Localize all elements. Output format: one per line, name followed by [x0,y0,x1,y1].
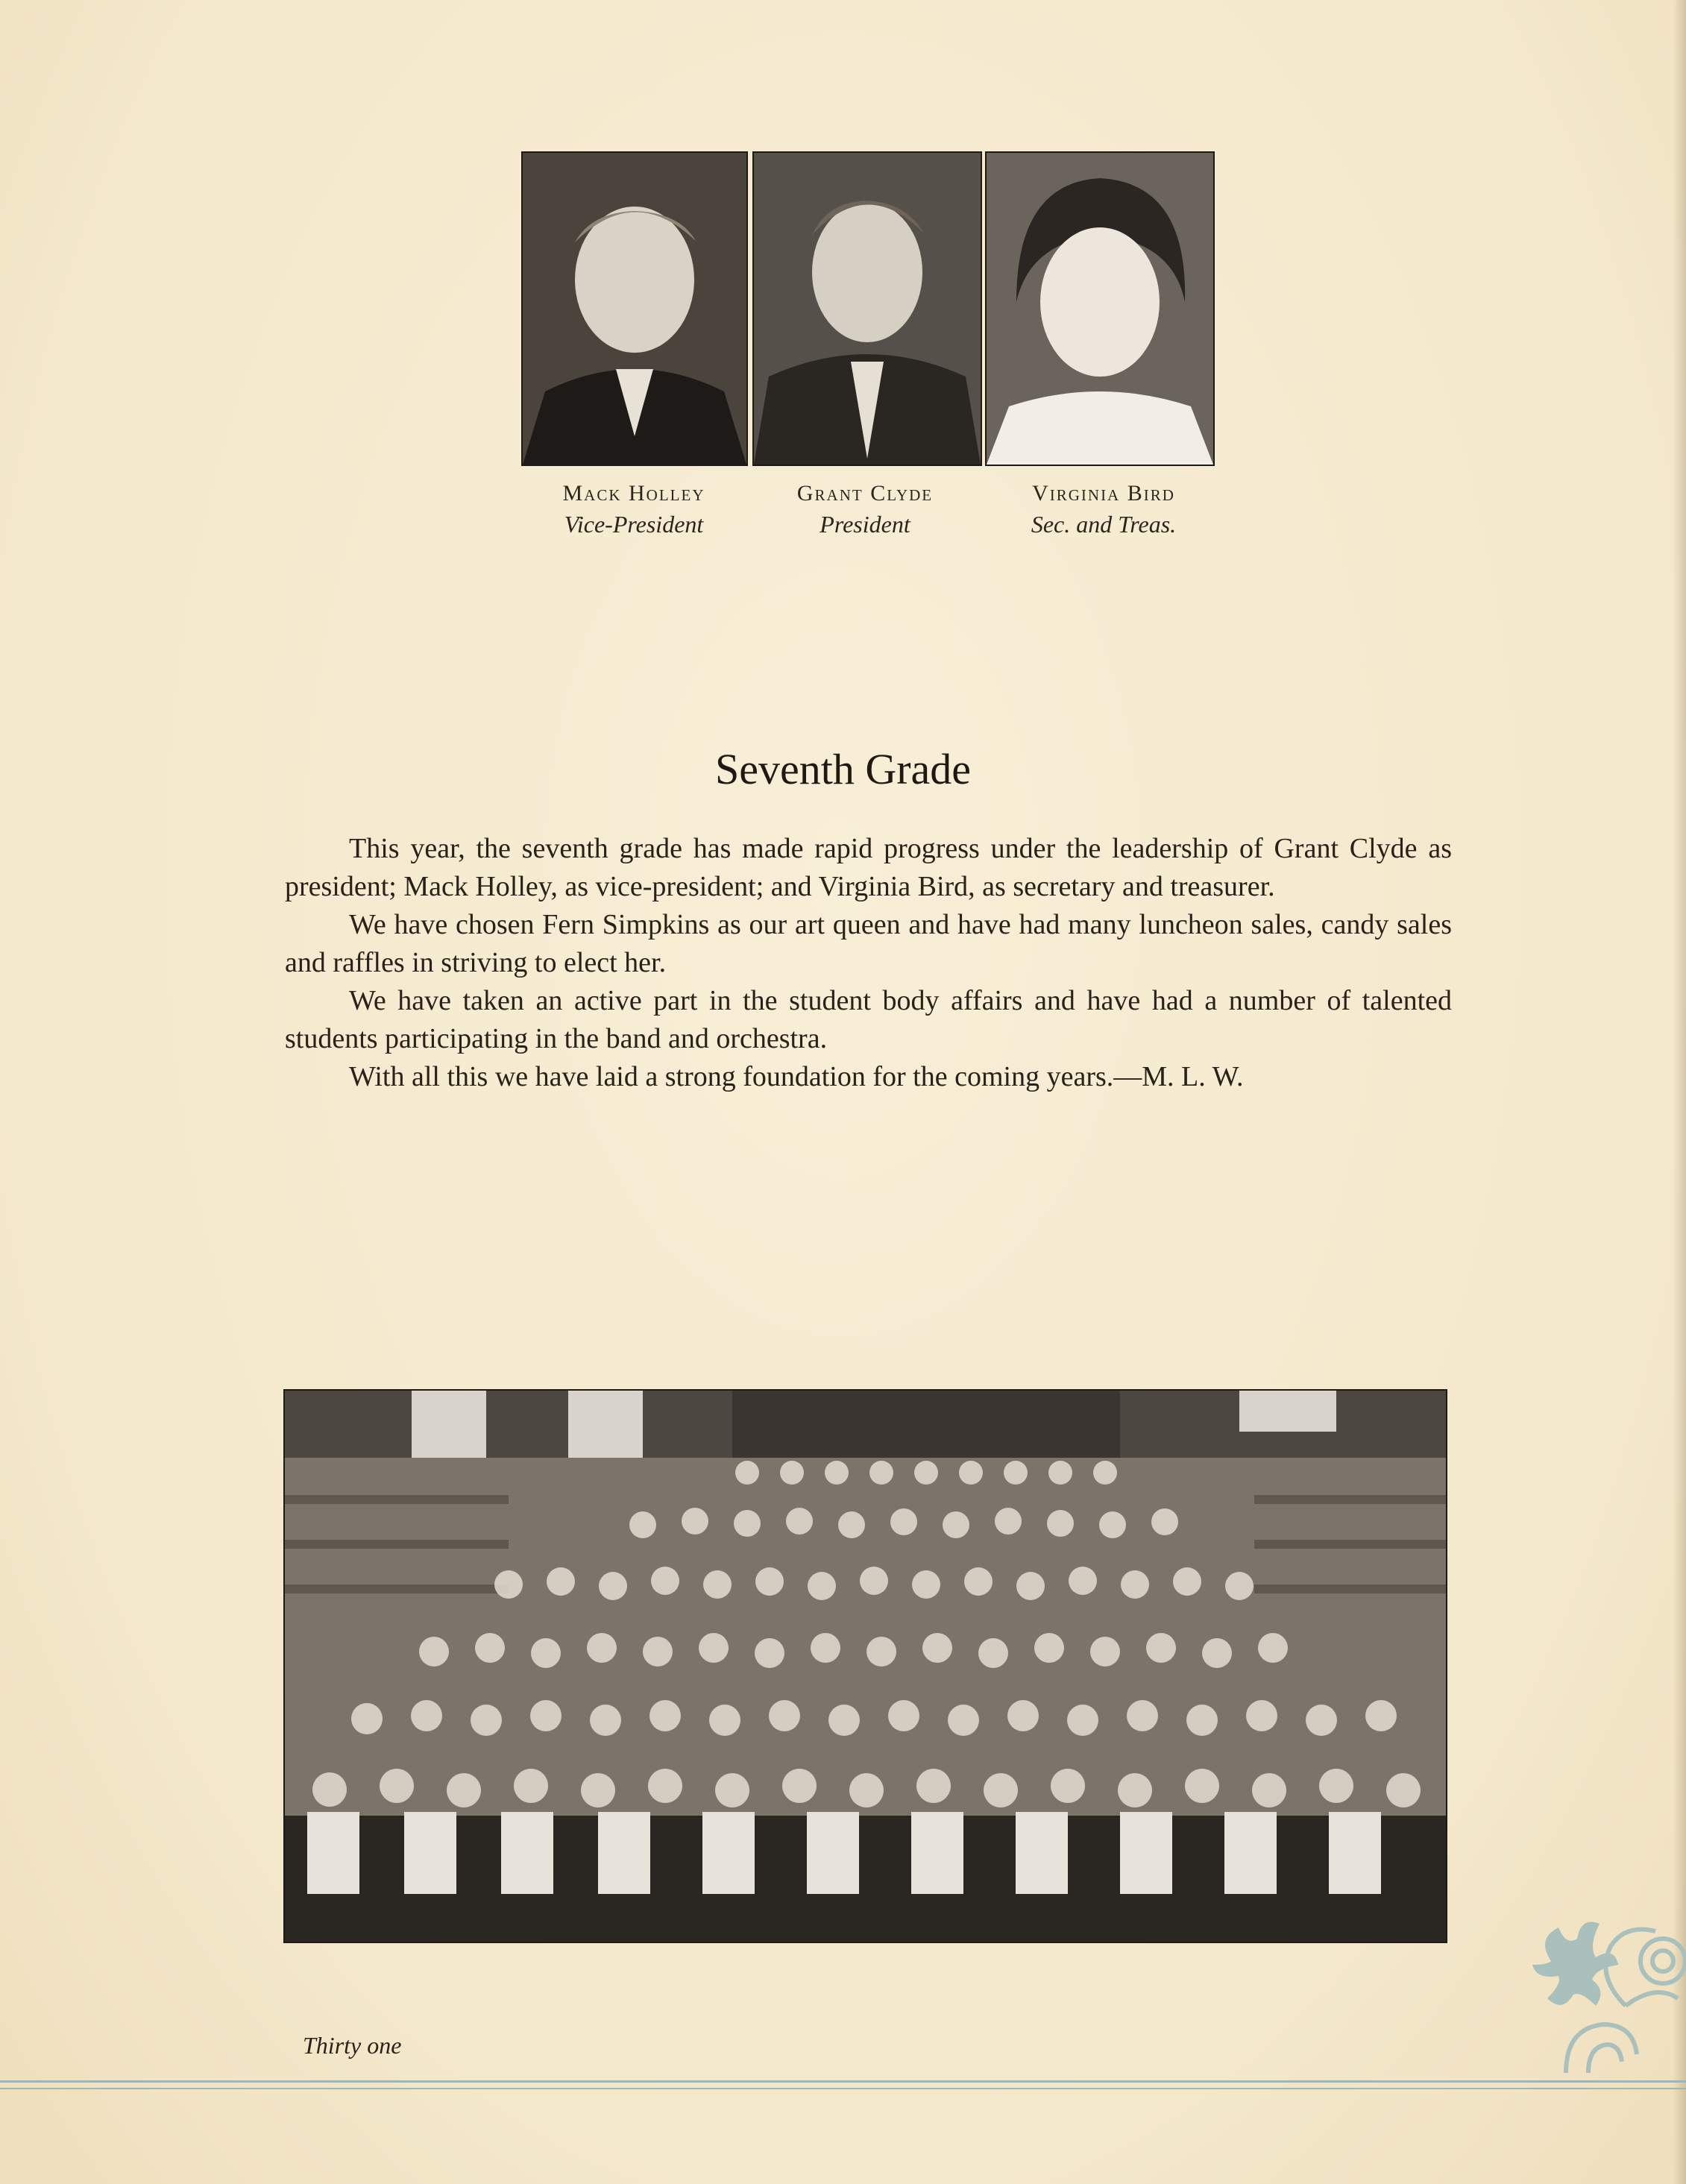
body-paragraph: We have taken an active part in the student body affairs and have had a number of talented students participating in the band and orchestra. [285,985,1452,1054]
officer-name: Mack Holley [562,481,705,506]
body-paragraph: We have chosen Fern Simpkins as our art queen and have had many luncheon sales, candy sales and raffles in striving to elect her. [285,909,1452,978]
page-number: Thirty one [303,2032,402,2059]
portrait-president [752,151,982,466]
portrait-vice-president [521,151,748,466]
footer-rule [0,2080,1686,2083]
footer-rule [0,2088,1686,2089]
portrait-secretary-treasurer [985,151,1215,466]
page-title: Seventh Grade [714,745,972,793]
officer-name: Grant Clyde [796,481,934,506]
caption-secretary-treasurer [992,481,1215,538]
section-body [285,830,1452,1096]
fleur-ornament-icon [1506,1894,1686,2073]
class-group-photo [283,1389,1447,1943]
body-paragraph: This year, the seventh grade has made rapid progress under the leadership of Grant Clyde as president; Mack Holley, as vice-president; and Virginia Bird, as secretary and treasurer. [285,833,1452,902]
caption-vice-president [522,481,746,538]
officer-role: Vice-President [564,511,704,538]
caption-president [753,481,977,538]
officer-role: President [820,511,910,538]
officer-role: Sec. and Treas. [1031,511,1177,538]
page-edge [1673,0,1686,2184]
officer-name: Virginia Bird [1032,481,1175,506]
body-paragraph: With all this we have laid a strong foundation for the coming years.—M. L. W. [349,1061,1244,1092]
